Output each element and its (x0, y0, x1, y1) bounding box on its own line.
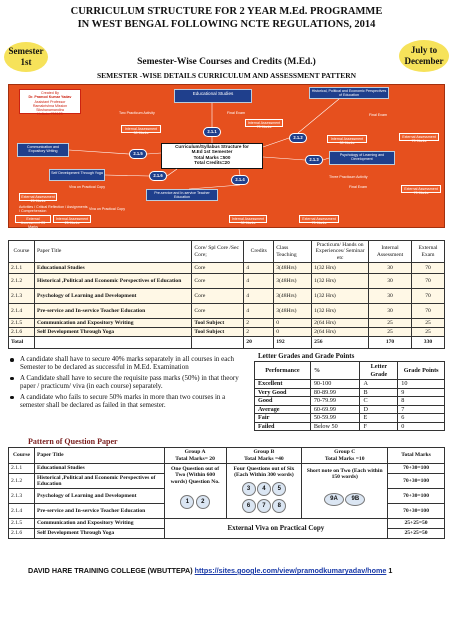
cell: Core (192, 304, 244, 319)
cell: 1(32 Hrs) (312, 274, 369, 289)
cell: Fair (255, 414, 311, 423)
cell: 25 (412, 328, 445, 337)
cell: C (360, 397, 398, 406)
cell: 7 (398, 405, 445, 414)
label-ea-25-b: External Assessment 25 Marks (15, 215, 51, 223)
cell: Self Development Through Yoga (34, 328, 191, 337)
label-final-exam-3: Final Exam (349, 185, 367, 189)
table-row (9, 464, 445, 474)
cell: 3(48Hrs) (274, 304, 312, 319)
question-marker: 9A (324, 493, 344, 506)
label-ia-70: Internal Assessment 70 Marks (245, 119, 283, 127)
cell: 30 (369, 289, 412, 304)
cell: 25+25=50 (388, 519, 445, 529)
cell: Core (192, 263, 244, 274)
grade-row (255, 405, 445, 414)
cell: Paper Title (34, 448, 164, 464)
question-marker: 2 (196, 495, 210, 509)
cell: 8 (398, 397, 445, 406)
question-paper-title: Pattern of Question Paper (28, 437, 118, 446)
cell: D (360, 405, 398, 414)
cell: Failed (255, 422, 311, 431)
viva-cell: External Viva on Practical Copy (164, 519, 387, 539)
cell: 170 (369, 337, 412, 349)
cell: Average (255, 405, 311, 414)
col-class: Class Teaching (274, 241, 312, 263)
cell: Group A Total Marks= 20 (164, 448, 226, 464)
grade-row (255, 388, 445, 397)
cell: 4 (244, 289, 274, 304)
cell: Good (255, 397, 311, 406)
label-final-exam-2: Final Exam (369, 113, 387, 117)
col-paper: Paper Title (34, 241, 191, 263)
cell: Performance (255, 362, 311, 380)
cell: 1(32 Hrs) (312, 304, 369, 319)
grades-title: Letter Grades and Grade Points (258, 352, 355, 360)
grade-row (255, 380, 445, 389)
cell: 70 (412, 289, 445, 304)
cell: Group B Total Marks =40 (226, 448, 302, 464)
cell: Pre-service and In-service Teacher Education (34, 304, 191, 319)
cell: 2.1.6 (9, 328, 35, 337)
rules-list (8, 355, 248, 411)
cell: Very Good (255, 388, 311, 397)
table-row (9, 274, 445, 289)
cell: 25 (369, 319, 412, 328)
group-c-cell: Short note on Two (Each within 150 words) 9A 9B (302, 464, 388, 519)
rule-item: A Candidate shall have to secure the requisite pass marks (50%) in that theory paper / practicum/ viva (in each course) separately. (8, 374, 248, 391)
cell: 4 (244, 304, 274, 319)
cell: 330 (412, 337, 445, 349)
table-row (9, 519, 445, 529)
cell: 80-89.99 (310, 388, 360, 397)
cell: Historical ,Political and Economic Perspectives of Education (34, 274, 191, 289)
box-historical: Historical, Political and Economic Perspectives of Education (309, 87, 389, 99)
cell: 60-69.99 (310, 405, 360, 414)
node-2-1-1: 2.1.1 (203, 127, 221, 137)
cell: 2(64 Hrs) (312, 328, 369, 337)
cell: 2.1.5 (9, 519, 35, 529)
node-2-1-2: 2.1.2 (289, 133, 307, 143)
question-marker: 9B (345, 493, 365, 506)
label-activities: Activities / Critical Reflection / Assignments / Comprehension (19, 205, 88, 214)
cell: 4 (244, 263, 274, 274)
label-viva-2: Viva on Practical Copy (89, 207, 126, 211)
question-marker: 1 (180, 495, 194, 509)
question-marker: 7 (257, 499, 271, 513)
cell: E (360, 414, 398, 423)
question-marker: 4 (257, 482, 271, 496)
cell: Educational Studies (34, 263, 191, 274)
cell: 256 (312, 337, 369, 349)
label-ea-25: External Assessment 25 Marks (19, 193, 57, 201)
label-ia-30-c: Internal Assessment 30 Marks (229, 215, 267, 223)
label-ia-25-b: Internal Assessment 25 Marks (53, 215, 91, 223)
cell (192, 337, 244, 349)
cell: 70+30=100 (388, 489, 445, 504)
table-row (9, 319, 445, 328)
rule-item: A candidate shall have to secure 40% marks separately in all courses in each Semester to be declared as successful in M.Ed. Examination (8, 355, 248, 372)
qp-header (9, 448, 445, 464)
cell: B (360, 388, 398, 397)
col-type: Core/ Spl Core /Sec Core; (192, 241, 244, 263)
label-two-practicum: Two Practicum Activity (119, 111, 155, 115)
cell: 20 (244, 337, 274, 349)
node-2-1-3: 2.1.3 (305, 155, 323, 165)
col-course: Course (9, 241, 35, 263)
cell: 2.1.2 (9, 274, 35, 289)
cell: Letter Grade (360, 362, 398, 380)
footer-page: 1 (388, 566, 393, 575)
cell: Pre-service and In-service Teacher Education (34, 504, 164, 519)
cell: 30 (369, 263, 412, 274)
cell: Tool Subject (192, 328, 244, 337)
cell: Psychology of Learning and Development (34, 489, 164, 504)
cell: 2.1.4 (9, 304, 35, 319)
cell: 70 (412, 263, 445, 274)
question-paper-table (8, 447, 445, 539)
node-2-1-5: 2.1.5 (129, 149, 147, 159)
question-marker: 8 (272, 499, 286, 513)
course-table-header (9, 241, 445, 263)
label-three-practicum: Three Practicum Activity (329, 175, 368, 179)
question-marker: 5 (272, 482, 286, 496)
cell: 2.1.1 (9, 263, 35, 274)
box-yoga: Self Development Through Yoga (49, 169, 105, 181)
col-external: External Exam (412, 241, 445, 263)
table-row (9, 263, 445, 274)
cell: Core (192, 274, 244, 289)
table-row (9, 328, 445, 337)
label-ea-70-c: External Assessment 70 Marks (299, 215, 339, 223)
cell: Grade Points (398, 362, 445, 380)
cell: 90-100 (310, 380, 360, 389)
cell: 70+30=100 (388, 464, 445, 474)
creator-box: Created By Dr. Pramod Kumar Yadav Assistant Professor Ramakrishna Mission Sikshanamandira Kolkata-700123 (19, 89, 81, 114)
cell: Excellent (255, 380, 311, 389)
cell: 1(32 Hrs) (312, 263, 369, 274)
table-row (9, 289, 445, 304)
cell: 2.1.3 (9, 489, 35, 504)
cell: Core (192, 289, 244, 304)
cell: 10 (398, 380, 445, 389)
cell: 3(48Hrs) (274, 274, 312, 289)
cell: 70-79.99 (310, 397, 360, 406)
cell: 50-59.99 (310, 414, 360, 423)
label-ea-70-a: External Assessment 70 Marks (399, 133, 439, 141)
subtitle2: SEMESTER -WISE DETAILS CURRICULUM AND ASSESSMENT PATTERN (96, 71, 357, 80)
cell: 0 (398, 422, 445, 431)
course-table (8, 240, 445, 349)
grades-header (255, 362, 445, 380)
label-viva-1: Viva on Practical Copy (69, 185, 106, 189)
grades-table (254, 361, 445, 431)
table-row (9, 304, 445, 319)
cell: 3(48Hrs) (274, 263, 312, 274)
cell: 2 (244, 319, 274, 328)
cell: Total Marks (388, 448, 445, 464)
cell: 70 (412, 274, 445, 289)
cell: 25 (369, 328, 412, 337)
box-preservice: Pre-service and In-service Teacher Education (146, 189, 218, 201)
cell: 70+30=100 (388, 474, 445, 489)
cell: 2.1.5 (9, 319, 35, 328)
grade-row (255, 422, 445, 431)
group-a-cell: One Question out of Two (Within 600 words) Question No. 1 2 (164, 464, 226, 519)
label-ia-30: Internal Assessment 30 Marks (121, 125, 161, 133)
cell: 2.1.2 (9, 474, 35, 489)
footer-url[interactable]: https://sites.google.com/view/pramodkumaryadav/home (194, 566, 387, 575)
cell: Below 50 (310, 422, 360, 431)
box-communication: Communication and Expository Writing (17, 143, 69, 157)
cell: 2 (244, 328, 274, 337)
document-title-line1: CURRICULUM STRUCTURE FOR 2 YEAR M.Ed. PROGRAMME (70, 6, 383, 17)
box-educational-studies: Educational Studies (174, 89, 252, 103)
cell: 3(48Hrs) (274, 289, 312, 304)
footer (28, 566, 392, 575)
group-b-cell: Four Questions out of Six (Each Within 300 words) 3 4 5 6 7 8 (226, 464, 302, 519)
cell: 30 (369, 304, 412, 319)
cell: 25 (412, 319, 445, 328)
diagram-center-box: Curriculum/Syllabus Structure for M.Ed 1st Semester Total Marks =500 Total Credits=20 (161, 143, 263, 169)
node-2-1-6: 2.1.6 (149, 171, 167, 181)
cell: Communication and Expository Writing (34, 319, 191, 328)
cell: 70+30=100 (388, 504, 445, 519)
cell: 2(64 Hrs) (312, 319, 369, 328)
label-final-exam-1: Final Exam (227, 111, 245, 115)
cell: 0 (274, 319, 312, 328)
cell: Self Development Through Yoga (34, 529, 164, 539)
cell: 0 (274, 328, 312, 337)
curriculum-diagram (8, 84, 445, 228)
cell: 2.1.4 (9, 504, 35, 519)
cell: 2.1.1 (9, 464, 35, 474)
table-total-row (9, 337, 445, 349)
cell: 1(32 Hrs) (312, 289, 369, 304)
subtitle: Semester-Wise Courses and Credits (M.Ed.) (137, 57, 316, 67)
cell: 2.1.6 (9, 529, 35, 539)
cell: % (310, 362, 360, 380)
cell: 2.1.3 (9, 289, 35, 304)
grade-row (255, 414, 445, 423)
cell: 30 (369, 274, 412, 289)
grade-row (255, 397, 445, 406)
question-marker: 3 (242, 482, 256, 496)
cell: Total (9, 337, 35, 349)
cell: Educational Studies (34, 464, 164, 474)
semester-badge: Semester 1st (4, 42, 48, 72)
label-ea-70-b: External Assessment 70 Marks (401, 185, 441, 193)
col-credits: Credits (244, 241, 274, 263)
box-psychology: Psychology of Learning and Development (329, 151, 395, 165)
cell: Psychology of Learning and Development (34, 289, 191, 304)
cell: Tool Subject (192, 319, 244, 328)
node-2-1-4: 2.1.4 (231, 175, 249, 185)
col-internal: Internal Assessment (369, 241, 412, 263)
cell: Communication and Expository Writing (34, 519, 164, 529)
cell: 6 (398, 414, 445, 423)
cell: 25+25=50 (388, 529, 445, 539)
cell: 9 (398, 388, 445, 397)
question-marker: 6 (242, 499, 256, 513)
label-ia-30-b: Internal Assessment 30 Marks (327, 135, 367, 143)
footer-college: DAVID HARE TRAINING COLLEGE (WBUTTEPA) (28, 566, 193, 575)
cell: A (360, 380, 398, 389)
cell: 4 (244, 274, 274, 289)
cell: 70 (412, 304, 445, 319)
cell: 192 (274, 337, 312, 349)
period-badge: July to December (399, 40, 449, 72)
rule-item: A candidate who fails to secure 50% marks in more than two courses in a semester shall be declared as failed in that semester. (8, 393, 248, 410)
document-title-line2: IN WEST BENGAL FOLLOWING NCTE REGULATIONS, 2014 (77, 19, 376, 30)
cell (34, 337, 191, 349)
cell: Historical ,Political and Economic Perspectives of Education (34, 474, 164, 489)
cell: F (360, 422, 398, 431)
cell: Course (9, 448, 35, 464)
cell: Group C Total Marks =10 (302, 448, 388, 464)
col-practicum: Practicum/ Hands on Experiences/ Seminar etc (312, 241, 369, 263)
